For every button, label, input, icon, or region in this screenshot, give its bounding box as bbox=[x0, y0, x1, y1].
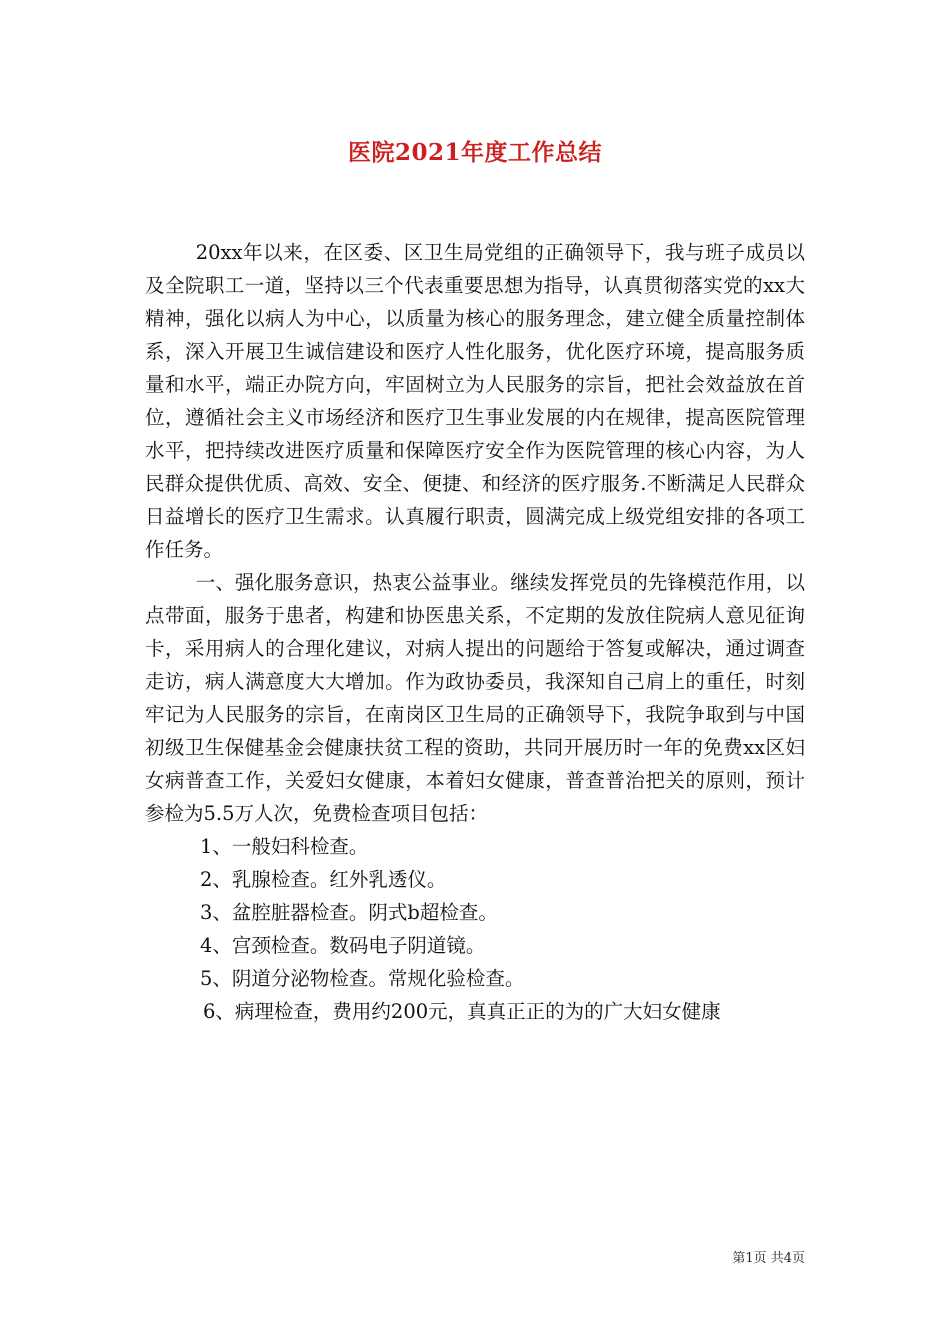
paragraph-intro: 20xx年以来，在区委、区卫生局党组的正确领导下，我与班子成员以及全院职工一道，坚持以三个代表重要思想为指导，认真贯彻落实党的xx大精神，强化以病人为中心，以质量为核心的服务理念，建立健全质量控制体系，深入开展卫生诚信建设和医疗人性化服务，优化医疗环境，提高服务质量和水平，端正办院方向，牢固树立为人民服务的宗旨，把社会效益放在首位，遵循社会主义市场经济和医疗卫生事业发展的内在规律，提高医院管理水平，把持续改进医疗质量和保障医疗安全作为医院管理的核心内容，为人民群众提供优质、高效、安全、便捷、和经济的医疗服务.不断满足人民群众日益增长的医疗卫生需求。认真履行职责，圆满完成上级党组安排的各项工作任务。 bbox=[145, 241, 805, 561]
list-item: 2、乳腺检查。红外乳透仪。 bbox=[200, 868, 447, 891]
page-number: 第1页 共4页 bbox=[732, 1251, 805, 1266]
list-item: 1、一般妇科检查。 bbox=[200, 835, 369, 858]
document-title: 医院2021年度工作总结 bbox=[347, 139, 602, 166]
list-item: 5、阴道分泌物检查。常规化验检查。 bbox=[200, 967, 525, 990]
list-item: 4、宫颈检查。数码电子阴道镜。 bbox=[200, 934, 486, 957]
list-item: 3、盆腔脏器检查。阴式b超检查。 bbox=[200, 901, 498, 924]
paragraph-section-one: 一、强化服务意识，热衷公益事业。继续发挥党员的先锋模范作用，以点带面，服务于患者，构建和协医患关系，不定期的发放住院病人意见征询卡，采用病人的合理化建议，对病人提出的问题给于答复或解决，通过调查走访，病人满意度大大增加。作为政协委员，我深知自己肩上的重任，时刻牢记为人民服务的宗旨，在南岗区卫生局的正确领导下，我院争取到与中国初级卫生保健基金会健康扶贫工程的资助，共同开展历时一年的免费xx区妇女病普查工作，关爱妇女健康，本着妇女健康，普查普治把关的原则，预计参检为5.5万人次，免费检查项目包括： bbox=[145, 571, 805, 825]
document-body bbox=[145, 236, 805, 1028]
list-item: 6、病理检查，费用约200元，真真正正的为的广大妇女健康 bbox=[203, 1000, 721, 1023]
